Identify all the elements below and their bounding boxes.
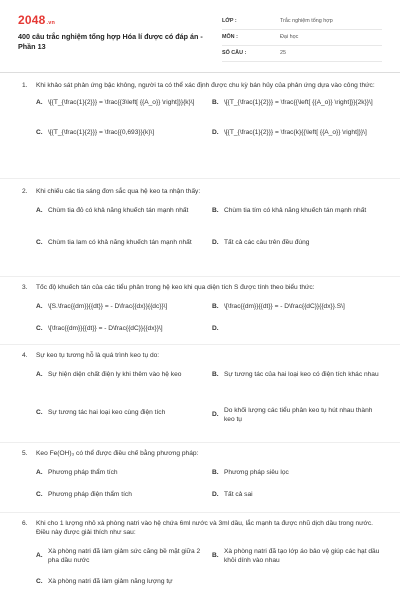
option-c[interactable] [36,325,206,334]
option-b[interactable] [212,371,382,380]
option-a[interactable] [36,371,206,380]
question-number: 2. [22,188,28,195]
option-text: Phương pháp thẩm tích [48,468,118,476]
option-a[interactable] [36,548,206,566]
question-text: Khi chiếu các tia sáng đơn sắc qua hệ keo ta nhận thấy: [36,188,201,195]
option-text: Xà phòng natri đã làm giảm sức căng bề mặt giữa 2 pha dầu nước [48,547,201,564]
question-text: Keo Fe(OH)₃ có thể được điều chế bằng phương pháp: [36,450,199,457]
meta-row-subject [222,30,382,46]
option-text: Tất cả sai [224,490,253,498]
option-c[interactable] [36,239,206,248]
question-number: 5. [22,450,28,457]
logo-suffix: .vn [46,20,56,26]
option-text: Chùm tia đỏ có khả năng khuếch tán mạnh nhất [48,206,189,214]
option-c[interactable] [36,491,206,500]
option-c[interactable] [36,409,206,418]
option-b[interactable] [212,469,382,478]
option-letter: C. [36,490,43,498]
question-4 [22,352,382,435]
option-text: Sự tương tác của hai loại keo có điện tích khác nhau [224,370,379,378]
option-a[interactable] [36,303,206,312]
option-text: \[{T_{\frac{1}{2}}} = \frac{{3\left[ {{A_o}} \right]}}{k}\] [48,98,195,106]
question-1 [22,82,382,149]
option-text: Do khối lượng các tiểu phân keo tụ hút nhau thành keo tụ [224,406,373,423]
option-letter: D. [212,324,219,332]
option-c[interactable] [36,578,206,587]
meta-table [222,14,382,62]
option-d[interactable] [212,491,382,500]
question-text: Tốc độ khuếch tán của các tiểu phân trong hệ keo khi qua diện tích S được tính theo biểu thức: [36,284,315,291]
question-divider [0,276,400,277]
option-letter: C. [36,324,43,332]
option-letter: A. [36,302,43,310]
option-letter: D. [212,128,219,136]
meta-value: 25 [280,49,286,56]
option-letter: A. [36,552,43,560]
page-title: 400 câu trắc nghiệm tổng hợp Hóa lí được có đáp án - Phần 13 [18,32,203,51]
option-letter: C. [36,408,43,416]
option-a[interactable] [36,207,206,216]
option-text: Phương pháp siêu lọc [224,468,289,476]
option-text: \[{T_{\frac{1}{2}}} = \frac{{0,693}}{k}\] [48,128,155,136]
meta-value: Đại học [280,33,299,40]
meta-row-count [222,46,382,62]
option-a[interactable] [36,99,206,108]
question-divider [0,178,400,179]
option-a[interactable] [36,469,206,478]
header-divider [0,72,400,73]
question-divider [0,512,400,513]
option-letter: C. [36,238,43,246]
site-logo[interactable] [18,12,55,28]
option-b[interactable] [212,207,382,216]
option-text: Xà phòng natri đã làm giảm năng lượng tự [48,577,173,585]
option-letter: B. [212,468,219,476]
option-text: Sự tương tác hai loại keo cùng điện tích [48,408,166,416]
question-number: 6. [22,520,28,527]
meta-row-class [222,14,382,30]
option-letter: A. [36,468,43,476]
question-divider [0,442,400,443]
option-letter: A. [36,206,43,214]
option-text: Chùm tia tím có khả năng khuếch tán mạnh nhất [224,206,367,214]
option-text: \[{T_{\frac{1}{2}}} = \frac{k}{{\left[ {{A_o}} \right]}}\] [224,128,367,136]
option-text: \[\frac{{dm}}{{dt}} = - D\frac{{dC}}{{dx}}.S\] [224,302,345,310]
option-letter: B. [212,206,219,214]
question-number: 4. [22,352,28,359]
option-text: Chùm tia lam có khả năng khuếch tán mạnh nhất [48,238,192,246]
question-text: Khi khảo sát phản ứng bậc không, người ta có thể xác định được chu kỳ bán hủy của phản ứng dựa vào công thức: [36,82,375,89]
question-6 [22,520,382,598]
meta-key: LỚP : [222,17,237,24]
option-b[interactable] [212,99,382,108]
question-divider [0,344,400,345]
option-letter: D. [212,238,219,246]
option-text: Tất cả các câu trên đều đúng [224,238,310,246]
meta-value: Trắc nghiệm tổng hợp [280,17,333,24]
option-letter: B. [212,302,219,310]
question-2 [22,188,382,263]
option-d[interactable] [212,239,382,248]
option-text: Xà phòng natri đã tạo lớp áo bảo vệ giúp các hạt dầu khỏi dính vào nhau [224,547,380,564]
option-letter: B. [212,98,219,106]
option-text: \[\frac{{dm}}{{dt}} = - D\frac{{dC}}{{dx}}\] [48,324,163,332]
question-3 [22,284,382,343]
meta-key: SỐ CÂU : [222,49,247,56]
question-text: Khi cho 1 lượng nhỏ xà phòng natri vào hệ chứa 6ml nước và 3ml dầu, lắc mạnh ta được nhũ dịch dầu trong nước. Điều này được giải thích như sau: [36,520,374,536]
logo-text: 2048 [18,13,46,27]
option-letter: C. [36,577,43,585]
option-d[interactable] [212,129,382,138]
option-text: Sự hiện diện chất điện ly khi thêm vào hệ keo [48,370,182,378]
meta-key: MÔN : [222,33,238,40]
option-text: Phương pháp điện thẩm tích [48,490,132,498]
header [0,0,400,68]
question-text: Sự keo tụ tương hỗ là quá trình keo tụ do: [36,352,160,359]
option-text: \[S.\frac{{dm}}{{dt}} = - D\frac{{dx}}{{dc}}\] [48,302,168,310]
option-letter: B. [212,552,219,560]
option-d[interactable] [212,407,382,425]
question-5 [22,450,382,507]
option-b[interactable] [212,303,382,312]
option-letter: B. [212,370,219,378]
option-letter: D. [212,490,219,498]
option-letter: A. [36,370,43,378]
question-number: 1. [22,82,28,89]
option-d[interactable] [212,325,382,334]
option-c[interactable] [36,129,206,138]
option-text: \[{T_{\frac{1}{2}}} = \frac{{\left[ {{A_o}} \right]}}{2k}}\] [224,98,373,106]
option-letter: D. [212,411,219,419]
option-b[interactable] [212,548,382,566]
option-letter: A. [36,98,43,106]
option-letter: C. [36,128,43,136]
question-number: 3. [22,284,28,291]
